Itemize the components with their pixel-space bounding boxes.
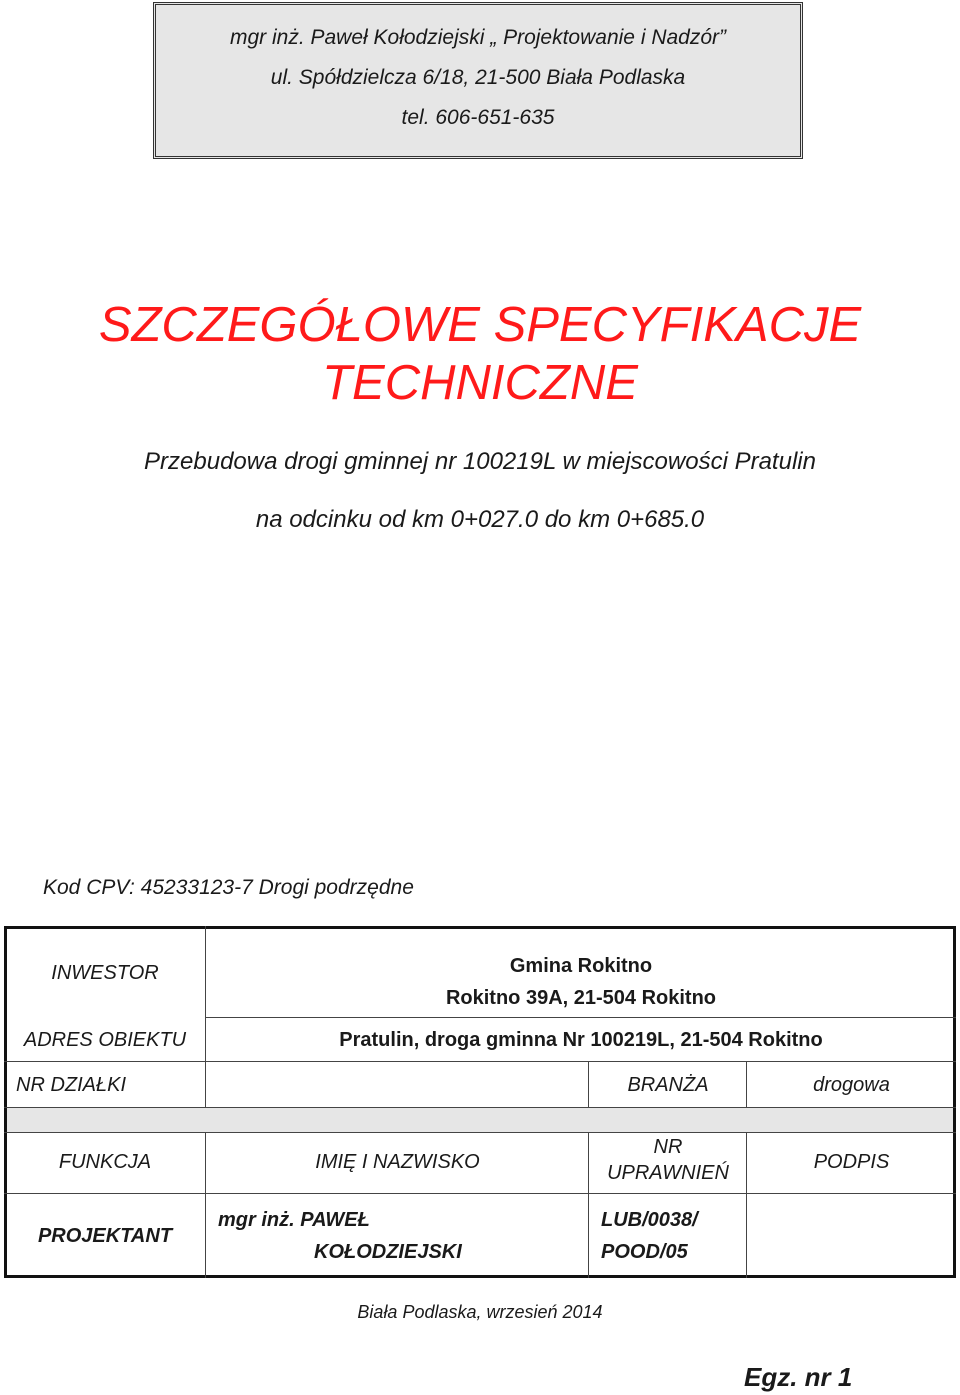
col-header-imie-nazwisko: IMIĘ I NAZWISKO xyxy=(315,1151,480,1173)
col-header-nr-uprawnien xyxy=(589,1134,747,1186)
row-nr-line2: POOD/05 xyxy=(601,1241,688,1263)
branza-label: BRANŻA xyxy=(627,1074,709,1096)
project-subtitle-line1: Przebudowa drogi gminnej nr 100219L w miejscowości Pratulin xyxy=(144,448,816,475)
nr-dzialki-label: NR DZIAŁKI xyxy=(16,1074,127,1096)
inwestor-label: INWESTOR xyxy=(51,962,159,984)
row-projektant-name xyxy=(218,1204,588,1268)
inwestor-name: Gmina Rokitno xyxy=(509,955,653,977)
row-name-line1: mgr inż. PAWEŁ xyxy=(218,1209,370,1231)
project-info-table xyxy=(4,926,956,1278)
project-subtitle-line2: na odcinku od km 0+027.0 do km 0+685.0 xyxy=(255,506,705,533)
row-nr-line1: LUB/0038/ xyxy=(601,1209,698,1231)
copy-number: Egz. nr 1 xyxy=(744,1362,853,1392)
author-header-box xyxy=(153,2,803,159)
row-funkcja-projektant: PROJEKTANT xyxy=(37,1225,173,1247)
col-header-nr-line2: UPRAWNIEŃ xyxy=(607,1162,729,1184)
author-name-line: mgr inż. Paweł Kołodziejski „ Projektowanie i Nadzór” xyxy=(229,26,727,49)
row-nr-uprawnien xyxy=(601,1204,747,1268)
author-address-line: ul. Spółdzielcza 6/18, 21-500 Biała Podlaska xyxy=(270,66,686,89)
adres-obiektu-label: ADRES OBIEKTU xyxy=(23,1029,187,1051)
branza-value: drogowa xyxy=(813,1074,890,1096)
col-header-funkcja: FUNKCJA xyxy=(58,1151,152,1173)
place-and-date: Biała Podlaska, wrzesień 2014 xyxy=(357,1302,603,1322)
document-title-line2: TECHNICZNE xyxy=(322,356,638,410)
document-title-line1: SZCZEGÓŁOWE SPECYFIKACJE xyxy=(98,298,862,352)
col-header-podpis: PODPIS xyxy=(813,1151,890,1173)
author-phone-line: tel. 606-651-635 xyxy=(401,106,555,129)
col-header-nr-line1: NR xyxy=(653,1136,683,1158)
cpv-code: Kod CPV: 45233123-7 Drogi podrzędne xyxy=(43,876,414,899)
adres-obiektu-value: Pratulin, droga gminna Nr 100219L, 21-504 Rokitno xyxy=(339,1029,823,1051)
row-name-line2: KOŁODZIEJSKI xyxy=(314,1241,462,1263)
inwestor-address: Rokitno 39A, 21-504 Rokitno xyxy=(445,987,717,1009)
